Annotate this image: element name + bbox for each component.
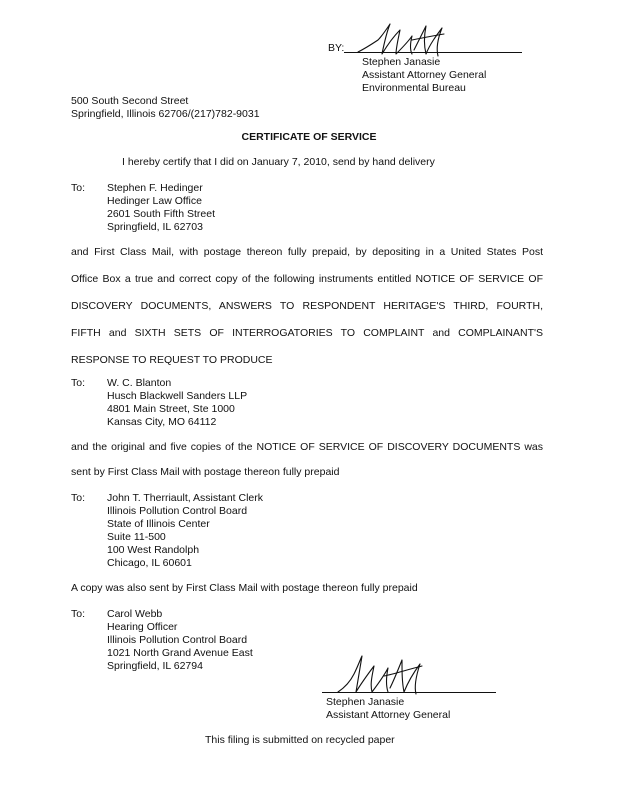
paragraph1-line: DISCOVERY DOCUMENTS, ANSWERS TO RESPONDENT HERITAGE'S THIRD, FOURTH,	[71, 300, 543, 312]
paragraph1-line: FIFTH and SIXTH SETS OF INTERROGATORIES TO COMPLAINT and COMPLAINANT'S	[71, 327, 543, 339]
bottom-signature-line	[322, 692, 496, 693]
recipient4-line: Carol Webb	[107, 608, 163, 620]
recipient1-line: Stephen F. Hedinger	[107, 182, 203, 194]
recipient3-line: Suite 11-500	[107, 531, 166, 543]
certify-intro: I hereby certify that I did on January 7, 2010, send by hand delivery	[122, 156, 435, 168]
recipient3-line: John T. Therriault, Assistant Clerk	[107, 492, 264, 504]
recipient3-line: Chicago, IL 60601	[107, 557, 192, 569]
paragraph1-line: RESPONSE TO REQUEST TO PRODUCE	[71, 354, 273, 366]
to-label: To:	[71, 608, 86, 620]
recipient3-line: State of Illinois Center	[107, 518, 210, 530]
top-signer-title: Assistant Attorney General	[362, 69, 487, 81]
bottom-signer-title: Assistant Attorney General	[326, 709, 451, 721]
paragraph1-line: and First Class Mail, with postage thereon fully prepaid, by depositing in a United States Post	[71, 246, 543, 258]
recipient3-line: Illinois Pollution Control Board	[107, 505, 248, 517]
paragraph1-line: Office Box a true and correct copy of the following instruments entitled NOTICE OF SERVICE OF	[71, 273, 543, 285]
page-title: CERTIFICATE OF SERVICE	[241, 131, 377, 143]
paragraph2-line: sent by First Class Mail with postage thereon fully prepaid	[71, 466, 340, 478]
recipient4-line: 1021 North Grand Avenue East	[107, 647, 253, 659]
recipient2-line: 4801 Main Street, Ste 1000	[107, 403, 235, 415]
recipient2-line: Husch Blackwell Sanders LLP	[107, 390, 248, 402]
recipient2-line: W. C. Blanton	[107, 377, 172, 389]
to-label: To:	[71, 492, 86, 504]
paragraph2-line: and the original and five copies of the NOTICE OF SERVICE OF DISCOVERY DOCUMENTS was	[71, 441, 543, 453]
recipient4-line: Hearing Officer	[107, 621, 178, 633]
top-signer-name: Stephen Janasie	[362, 56, 441, 68]
recipient1-line: Hedinger Law Office	[107, 195, 202, 207]
to-label: To:	[71, 182, 86, 194]
recycled-paper-note: This filing is submitted on recycled paper	[205, 734, 395, 746]
recipient4-line: Illinois Pollution Control Board	[107, 634, 248, 646]
to-label: To:	[71, 377, 86, 389]
recipient4-line: Springfield, IL 62794	[107, 660, 203, 672]
recipient1-line: 2601 South Fifth Street	[107, 208, 215, 220]
recipient1-line: Springfield, IL 62703	[107, 221, 203, 233]
copy-note: A copy was also sent by First Class Mail with postage thereon fully prepaid	[71, 582, 418, 594]
office-address-street: 500 South Second Street	[71, 95, 189, 107]
bottom-signer-name: Stephen Janasie	[326, 696, 405, 708]
top-signer-bureau: Environmental Bureau	[362, 82, 466, 94]
recipient3-line: 100 West Randolph	[107, 544, 200, 556]
by-label: BY:	[328, 42, 345, 54]
office-address-city-phone: Springfield, Illinois 62706/(217)782-9031	[71, 108, 260, 120]
recipient2-line: Kansas City, MO 64112	[107, 416, 217, 428]
